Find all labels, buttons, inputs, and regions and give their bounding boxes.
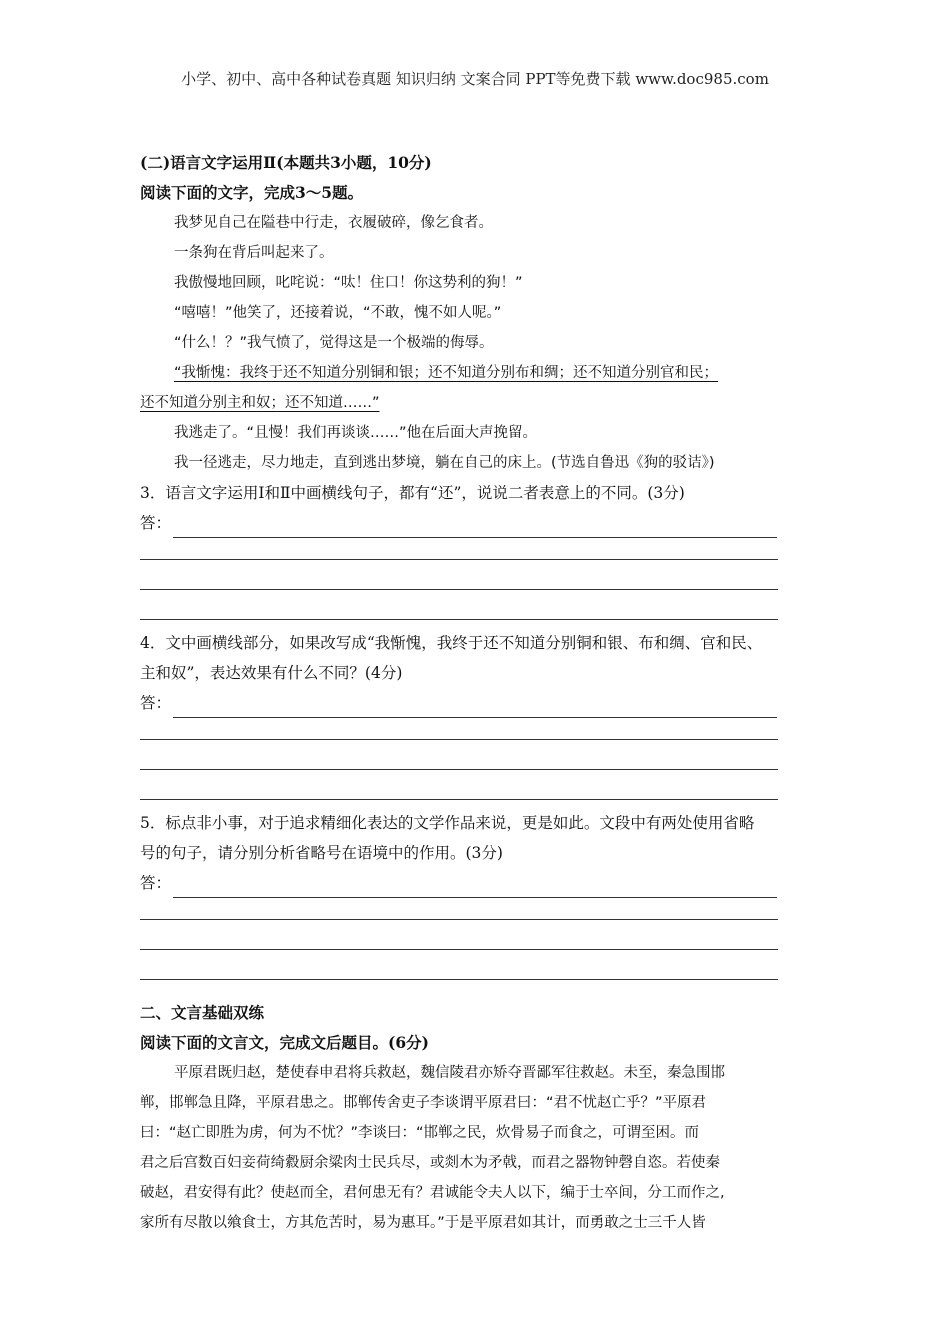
question-3: 3．语言文字运用Ⅰ和Ⅱ中画横线句子，都有“还”，说说二者表意上的不同。(3分) [140, 484, 685, 502]
section-intro: 阅读下面的文字，完成3～5题。 [140, 183, 364, 202]
classical-text-line: 君之后宫数百妇妾荷绮縠厨余粱肉士民兵尽，或剡木为矛戟，而君之器物钟磬自恣。若使秦 [140, 1155, 720, 1171]
answer-label: 答： [140, 874, 172, 892]
answer-blank-line[interactable] [140, 928, 820, 958]
classical-text-line: 家所有尽散以飨食士，方其危苦时，易为惠耳。”于是平原君如其计，而勇敢之士三千人皆 [140, 1215, 706, 1231]
question-5-line-2: 号的句子，请分别分析省略号在语境中的作用。(3分) [140, 844, 503, 862]
classical-text-line: 破赵，君安得有此？使赵而全，君何患无有？君诚能令夫人以下，编于士卒间，分工而作之, [140, 1185, 725, 1201]
answer-rule [173, 697, 777, 718]
answer-line-first[interactable] [140, 508, 820, 538]
section-title: (二)语言文字运用Ⅱ(本题共3小题，10分) [140, 153, 432, 172]
answer-blank-line[interactable] [140, 898, 820, 928]
passage-line: “什么！？”我气愤了，觉得这是一个极端的侮辱。 [174, 335, 494, 351]
underlined-passage-line [140, 388, 820, 418]
answer-label: 答： [140, 694, 172, 712]
question-5-line-1: 5．标点非小事，对于追求精细化表达的文学作品来说，更是如此。文段中有两处使用省略 [140, 814, 755, 832]
classical-section-intro: 阅读下面的文言文，完成文后题目。(6分) [140, 1033, 429, 1052]
answer-blank-line[interactable] [140, 598, 820, 628]
classical-text-line: 曰：“赵亡即胜为虏，何为不忧？”李谈曰：“邯郸之民，炊骨易子而食之，可谓至困。而 [140, 1125, 700, 1141]
answer-blank-line[interactable] [140, 958, 820, 988]
classical-text-line: 平原君既归赵，楚使春申君将兵救赵，魏信陵君亦矫夺晋鄙军往救赵。未至，秦急围邯 [174, 1065, 725, 1081]
passage-line: 我傲慢地回顾，叱咤说：“呔！住口！你这势利的狗！” [174, 275, 523, 291]
question-4-line-1: 4．文中画横线部分，如果改写成“我惭愧，我终于还不知道分别铜和银、布和绸、官和民、 [140, 634, 763, 652]
answer-blank-line[interactable] [140, 538, 820, 568]
answer-blank-line[interactable] [140, 778, 820, 808]
answer-blank-line[interactable] [140, 718, 820, 748]
passage-line: 我一径逃走，尽力地走，直到逃出梦境，躺在自己的床上。(节选自鲁迅《狗的驳诘》) [174, 455, 715, 471]
underlined-text: 还不知道分别主和奴；还不知道……” [140, 395, 380, 411]
underlined-passage-line [140, 358, 820, 388]
answer-line-first[interactable] [140, 868, 820, 898]
answer-label: 答： [140, 514, 172, 532]
passage-line: “嘻嘻！”他笑了，还接着说，“不敢，愧不如人呢。” [174, 305, 502, 321]
answer-rule [173, 877, 777, 898]
answer-rule [173, 517, 777, 538]
question-4-line-2: 主和奴”，表达效果有什么不同？(4分) [140, 664, 403, 682]
passage-line: 一条狗在背后叫起来了。 [174, 245, 334, 261]
classical-text-line: 郸，邯郸急且降，平原君患之。邯郸传舍吏子李谈谓平原君曰：“君不忧赵亡乎？”平原君 [140, 1095, 707, 1111]
classical-section-title: 二、文言基础双练 [140, 1003, 265, 1022]
page-header: 小学、初中、高中各种试卷真题 知识归纳 文案合同 PPT等免费下载 www.doc985.com [181, 70, 769, 88]
passage-line: 我逃走了。“且慢！我们再谈谈……”他在后面大声挽留。 [174, 425, 538, 441]
answer-line-first[interactable] [140, 688, 820, 718]
content-area [140, 148, 820, 1238]
underlined-text: “我惭愧：我终于还不知道分别铜和银；还不知道分别布和绸；还不知道分别官和民； [174, 365, 719, 381]
answer-blank-line[interactable] [140, 748, 820, 778]
passage-line: 我梦见自己在隘巷中行走，衣履破碎，像乞食者。 [174, 215, 493, 231]
answer-blank-line[interactable] [140, 568, 820, 598]
